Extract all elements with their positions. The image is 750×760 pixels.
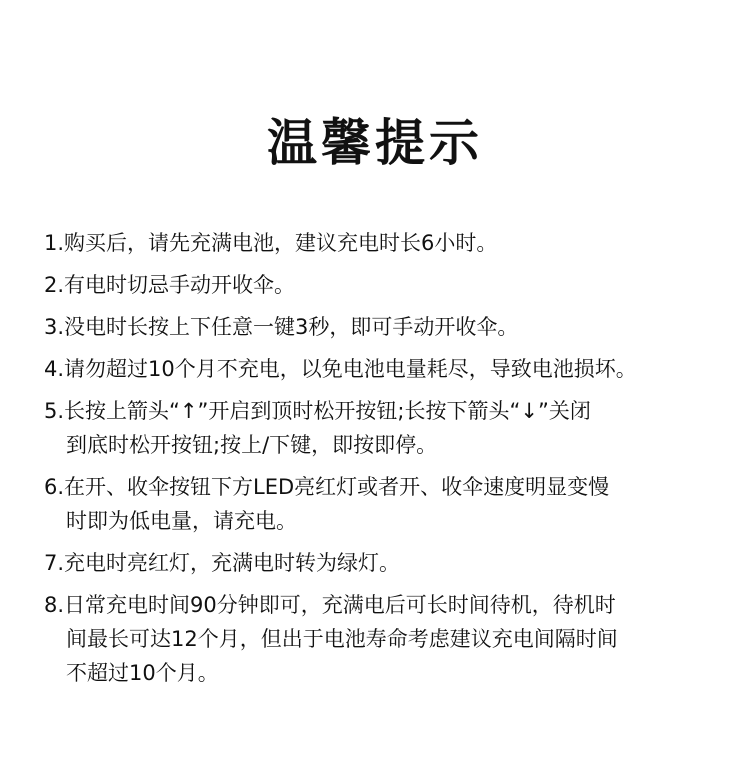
item-line: 3.没电时长按上下任意一键3秒，即可手动开收伞。 [44,315,519,339]
list-item [44,352,734,386]
item-line: 2.有电时切忌手动开收伞。 [44,273,296,297]
item-line-continued: 到底时松开按钮;按上/下键，即按即停。 [66,433,438,457]
tips-list [44,226,734,698]
list-item [44,310,734,344]
item-line: 5.长按上箭头“↑”开启到顶时松开按钮;长按下箭头“↓”关闭 [44,399,591,423]
page-title: 温馨提示 [267,114,483,172]
item-line: 8.日常充电时间90分钟即可，充满电后可长时间待机，待机时 [44,593,616,617]
list-item [44,588,734,690]
item-line-continued: 时即为低电量，请充电。 [66,509,297,533]
item-line-continued: 不超过10个月。 [66,661,219,685]
item-line-continued: 间最长可达12个月，但出于电池寿命考虑建议充电间隔时间 [66,627,618,651]
list-item [44,470,734,538]
list-item [44,226,734,260]
item-line: 1.购买后，请先充满电池，建议充电时长6小时。 [44,231,498,255]
item-line: 4.请勿超过10个月不充电，以免电池电量耗尽，导致电池损坏。 [44,357,637,381]
item-line: 7.充电时亮红灯，充满电时转为绿灯。 [44,551,401,575]
list-item [44,268,734,302]
item-line: 6.在开、收伞按钮下方LED亮红灯或者开、收伞速度明显变慢 [44,475,610,499]
list-item [44,394,734,462]
list-item [44,546,734,580]
